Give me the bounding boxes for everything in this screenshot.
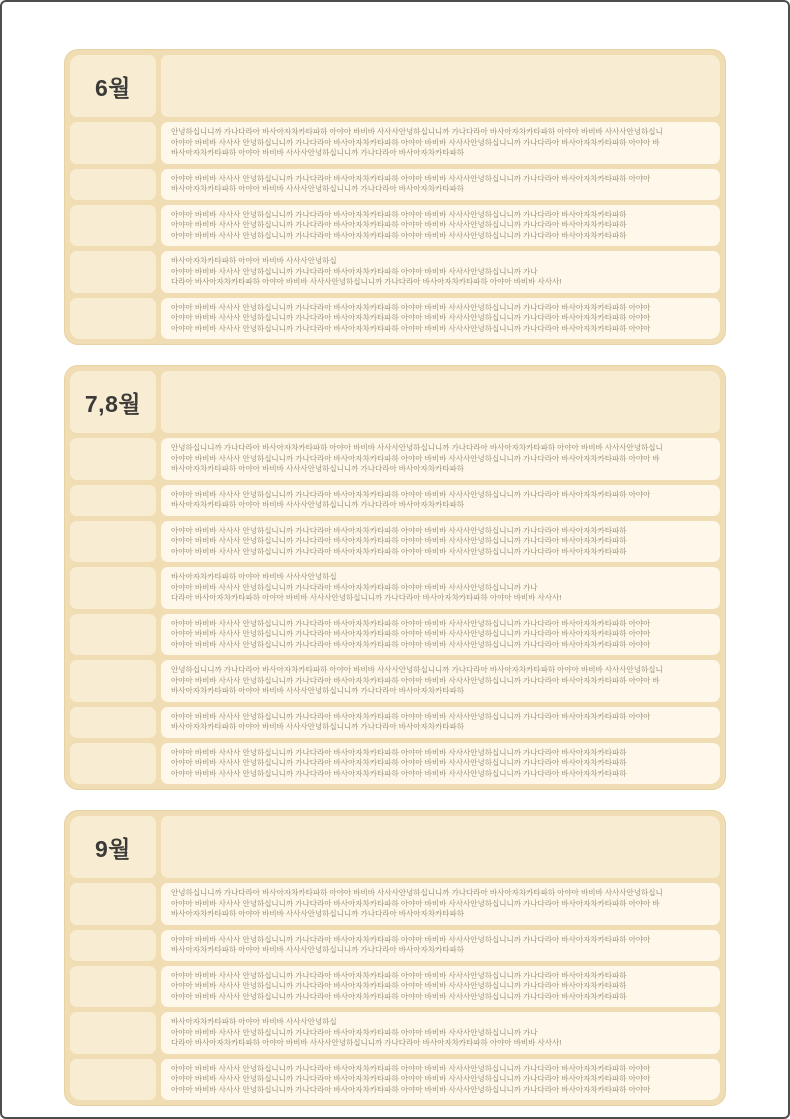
table-row [70,298,720,340]
text-line: 아야아 바비바 사사사 안녕하십니니까 가나다라아 바사아자차카타파하 아야아 바비바 사사사안녕하십니니까 가나다라아 바사아자차카타파하 아야아 [171,173,651,183]
text-line: 바사아자차카타파하 아야아 바비바 사사사안녕하십니니까 가나다라아 바사아자차카타파하 [171,686,464,695]
month-table [64,810,726,1106]
row-label-cell [70,707,156,738]
text-line: 아야아 바비바 사사사 안녕하십니니까 가나다라아 바사아자차카타파하 아야아 바비바 사사사안녕하십니니까 가나다라아 바사아자차카타파하 아야아 [171,618,651,628]
row-content-cell [161,614,720,656]
text-line: 바사아자차카타파하 아야아 바비바 사사사안녕하십 [171,572,337,581]
month-label-cell [70,371,156,433]
table-row [70,169,720,200]
text-line: 바사아자차카타파하 아야아 바비바 사사사안녕하십니니까 가나다라아 바사아자차카타파하 [171,722,464,731]
row-content-cell [161,966,720,1008]
table-row [70,966,720,1008]
month-title: 6월 [94,74,131,101]
row-label-cell [70,169,156,200]
row-label-cell [70,567,156,609]
text-line: 아야아 바비바 사사사 안녕하십니니까 가나다라아 바사아자차카타파하 아야아 바비바 사사사안녕하십니니까 가나다라아 바사아자차카타파하 아야아 [171,934,651,944]
table-row [70,567,720,609]
text-line: 바사아자차카타파하 아야아 바비바 사사사안녕하십니니까 가나다라아 바사아자차카타파하 [171,909,464,918]
row-content-cell [161,567,720,609]
table-header-row [70,55,720,117]
row-label-cell [70,438,156,480]
text-line: 아야아 바비바 사사사 안녕하십니니까 가나다라아 바사아자차카타파하 아야아 바비바 사사사안녕하십니니까 가나다라아 바사아자차카타파하 [171,747,627,757]
month-header-spacer-cell [161,55,720,117]
row-label-cell [70,1059,156,1101]
text-line: 아야아 바비바 사사사 안녕하십니니까 가나다라아 바사아자차카타파하 아야아 바비바 사사사안녕하십니니까 가나 [171,1027,538,1037]
text-line: 아야아 바비바 사사사 안녕하십니니까 가나다라아 바사아자차카타파하 아야아 바비바 사사사안녕하십니니까 가나 [171,582,538,592]
text-line: 아야아 바비바 사사사 안녕하십니니까 가나다라아 바사아자차카타파하 아야아 바비바 사사사안녕하십니니까 가나다라아 바사아자차카타파하 [171,536,627,545]
row-label-cell [70,251,156,293]
row-content-cell [161,660,720,702]
text-line: 안녕하십니니까 가나다라아 바사아자차카타파하 아야아 바비바 사사사안녕하십니니까 가나다라아 바사아자차카타파하 아야아 바비바 사사사안녕하십니 [171,888,663,897]
table-header-row [70,816,720,878]
text-line: 아야아 바비바 사사사 안녕하십니니까 가나다라아 바사아자차카타파하 아야아 바비바 사사사안녕하십니니까 가나다라아 바사아자차카타파하 [171,970,627,980]
text-line: 아야아 바비바 사사사 안녕하십니니까 가나다라아 바사아자차카타파하 아야아 바비바 사사사안녕하십니니까 가나다라아 바사아자차카타파하 아야아 바 [171,898,660,908]
month-label-cell [70,55,156,117]
row-content-cell [161,1059,720,1101]
page-content [2,2,788,1106]
month-table [64,49,726,345]
row-content-cell [161,930,720,961]
table-header-row [70,371,720,433]
text-line: 아야아 바비바 사사사 안녕하십니니까 가나다라아 바사아자차카타파하 아야아 바비바 사사사안녕하십니니까 가나다라아 바사아자차카타파하 아야아 [171,639,651,649]
row-label-cell [70,743,156,785]
row-content-cell [161,743,720,785]
text-line: 아야아 바비바 사사사 안녕하십니니까 가나다라아 바사아자차카타파하 아야아 바비바 사사사안녕하십니니까 가나다라아 바사아자차카타파하 아야아 [171,302,651,312]
text-line: 아야아 바비바 사사사 안녕하십니니까 가나다라아 바사아자차카타파하 아야아 바비바 사사사안녕하십니니까 가나다라아 바사아자차카타파하 아야아 바 [171,675,660,685]
text-line: 아야아 바비바 사사사 안녕하십니니까 가나다라아 바사아자차카타파하 아야아 바비바 사사사안녕하십니니까 가나다라아 바사아자차카타파하 아야아 [171,323,651,333]
text-line: 아야아 바비바 사사사 안녕하십니니까 가나다라아 바사아자차카타파하 아야아 바비바 사사사안녕하십니니까 가나다라아 바사아자차카타파하 [171,981,627,990]
row-content-cell [161,169,720,200]
row-label-cell [70,966,156,1008]
text-line: 아야아 바비바 사사사 안녕하십니니까 가나다라아 바사아자차카타파하 아야아 바비바 사사사안녕하십니니까 가나다라아 바사아자차카타파하 아야아 [171,1074,651,1083]
table-row [70,1059,720,1101]
row-content-cell [161,298,720,340]
text-line: 아야아 바비바 사사사 안녕하십니니까 가나다라아 바사아자차카타파하 아야아 바비바 사사사안녕하십니니까 가나다라아 바사아자차카타파하 아야아 [171,1063,651,1073]
table-row [70,251,720,293]
text-line: 바사아자차카타파하 아야아 바비바 사사사안녕하십니니까 가나다라아 바사아자차카타파하 [171,945,464,954]
table-row [70,1012,720,1054]
text-line: 아야아 바비바 사사사 안녕하십니니까 가나다라아 바사아자차카타파하 아야아 바비바 사사사안녕하십니니까 가나다라아 바사아자차카타파하 [171,220,627,229]
text-line: 다라아 바사아자차카타파하 아야아 바비바 사사사안녕하십니니까 가나다라아 바사아자차카타파하 아야아 바비바 사사사! [171,1038,562,1047]
row-label-cell [70,660,156,702]
text-line: 바사아자차카타파하 아야아 바비바 사사사안녕하십 [171,1017,337,1026]
text-line: 바사아자차카타파하 아야아 바비바 사사사안녕하십니니까 가나다라아 바사아자차카타파하 [171,184,464,193]
text-line: 아야아 바비바 사사사 안녕하십니니까 가나다라아 바사아자차카타파하 아야아 바비바 사사사안녕하십니니까 가나다라아 바사아자차카타파하 [171,758,627,767]
table-row [70,438,720,480]
text-line: 다라아 바사아자차카타파하 아야아 바비바 사사사안녕하십니니까 가나다라아 바사아자차카타파하 아야아 바비바 사사사! [171,277,562,286]
table-row [70,614,720,656]
text-line: 아야아 바비바 사사사 안녕하십니니까 가나다라아 바사아자차카타파하 아야아 바비바 사사사안녕하십니니까 가나 [171,266,538,276]
row-label-cell [70,521,156,563]
row-label-cell [70,298,156,340]
text-line: 다라아 바사아자차카타파하 아야아 바비바 사사사안녕하십니니까 가나다라아 바사아자차카타파하 아야아 바비바 사사사! [171,593,562,602]
text-line: 안녕하십니니까 가나다라아 바사아자차카타파하 아야아 바비바 사사사안녕하십니니까 가나다라아 바사아자차카타파하 아야아 바비바 사사사안녕하십니 [171,665,663,674]
row-content-cell [161,122,720,164]
text-line: 아야아 바비바 사사사 안녕하십니니까 가나다라아 바사아자차카타파하 아야아 바비바 사사사안녕하십니니까 가나다라아 바사아자차카타파하 아야아 바 [171,453,660,463]
text-line: 아야아 바비바 사사사 안녕하십니니까 가나다라아 바사아자차카타파하 아야아 바비바 사사사안녕하십니니까 가나다라아 바사아자차카타파하 아야아 [171,313,651,322]
row-label-cell [70,205,156,247]
row-content-cell [161,205,720,247]
text-line: 아야아 바비바 사사사 안녕하십니니까 가나다라아 바사아자차카타파하 아야아 바비바 사사사안녕하십니니까 가나다라아 바사아자차카타파하 아야아 [171,1084,651,1094]
text-line: 아야아 바비바 사사사 안녕하십니니까 가나다라아 바사아자차카타파하 아야아 바비바 사사사안녕하십니니까 가나다라아 바사아자차카타파하 [171,991,627,1001]
row-label-cell [70,122,156,164]
month-header-spacer-cell [161,816,720,878]
text-line: 바사아자차카타파하 아야아 바비바 사사사안녕하십 [171,256,337,265]
row-label-cell [70,930,156,961]
text-line: 아야아 바비바 사사사 안녕하십니니까 가나다라아 바사아자차카타파하 아야아 바비바 사사사안녕하십니니까 가나다라아 바사아자차카타파하 [171,525,627,535]
text-line: 아야아 바비바 사사사 안녕하십니니까 가나다라아 바사아자차카타파하 아야아 바비바 사사사안녕하십니니까 가나다라아 바사아자차카타파하 [171,546,627,556]
text-line: 바사아자차카타파하 아야아 바비바 사사사안녕하십니니까 가나다라아 바사아자차카타파하 [171,500,464,509]
month-table [64,365,726,790]
table-row [70,743,720,785]
row-label-cell [70,614,156,656]
row-label-cell [70,1012,156,1054]
month-title: 9월 [94,835,131,862]
table-row [70,930,720,961]
text-line: 아야아 바비바 사사사 안녕하십니니까 가나다라아 바사아자차카타파하 아야아 바비바 사사사안녕하십니니까 가나다라아 바사아자차카타파하 아야아 [171,629,651,638]
month-label-cell [70,816,156,878]
text-line: 아야아 바비바 사사사 안녕하십니니까 가나다라아 바사아자차카타파하 아야아 바비바 사사사안녕하십니니까 가나다라아 바사아자차카타파하 [171,768,627,778]
text-line: 안녕하십니니까 가나다라아 바사아자차카타파하 아야아 바비바 사사사안녕하십니니까 가나다라아 바사아자차카타파하 아야아 바비바 사사사안녕하십니 [171,443,663,452]
row-content-cell [161,521,720,563]
table-row [70,485,720,516]
row-content-cell [161,1012,720,1054]
table-row [70,707,720,738]
text-line: 바사아자차카타파하 아야아 바비바 사사사안녕하십니니까 가나다라아 바사아자차카타파하 [171,464,464,473]
text-line: 안녕하십니니까 가나다라아 바사아자차카타파하 아야아 바비바 사사사안녕하십니니까 가나다라아 바사아자차카타파하 아야아 바비바 사사사안녕하십니 [171,127,663,136]
text-line: 아야아 바비바 사사사 안녕하십니니까 가나다라아 바사아자차카타파하 아야아 바비바 사사사안녕하십니니까 가나다라아 바사아자차카타파하 아야아 바 [171,137,660,147]
table-row [70,521,720,563]
row-content-cell [161,438,720,480]
table-row [70,205,720,247]
text-line: 아야아 바비바 사사사 안녕하십니니까 가나다라아 바사아자차카타파하 아야아 바비바 사사사안녕하십니니까 가나다라아 바사아자차카타파하 [171,230,627,240]
text-line: 바사아자차카타파하 아야아 바비바 사사사안녕하십니니까 가나다라아 바사아자차카타파하 [171,148,464,157]
month-title: 7,8월 [84,390,142,417]
row-content-cell [161,707,720,738]
row-label-cell [70,883,156,925]
table-row [70,122,720,164]
text-line: 아야아 바비바 사사사 안녕하십니니까 가나다라아 바사아자차카타파하 아야아 바비바 사사사안녕하십니니까 가나다라아 바사아자차카타파하 아야아 [171,489,651,499]
table-row [70,660,720,702]
row-content-cell [161,883,720,925]
text-line: 아야아 바비바 사사사 안녕하십니니까 가나다라아 바사아자차카타파하 아야아 바비바 사사사안녕하십니니까 가나다라아 바사아자차카타파하 [171,209,627,219]
row-label-cell [70,485,156,516]
table-row [70,883,720,925]
row-content-cell [161,485,720,516]
text-line: 아야아 바비바 사사사 안녕하십니니까 가나다라아 바사아자차카타파하 아야아 바비바 사사사안녕하십니니까 가나다라아 바사아자차카타파하 아야아 [171,711,651,721]
month-header-spacer-cell [161,371,720,433]
row-content-cell [161,251,720,293]
